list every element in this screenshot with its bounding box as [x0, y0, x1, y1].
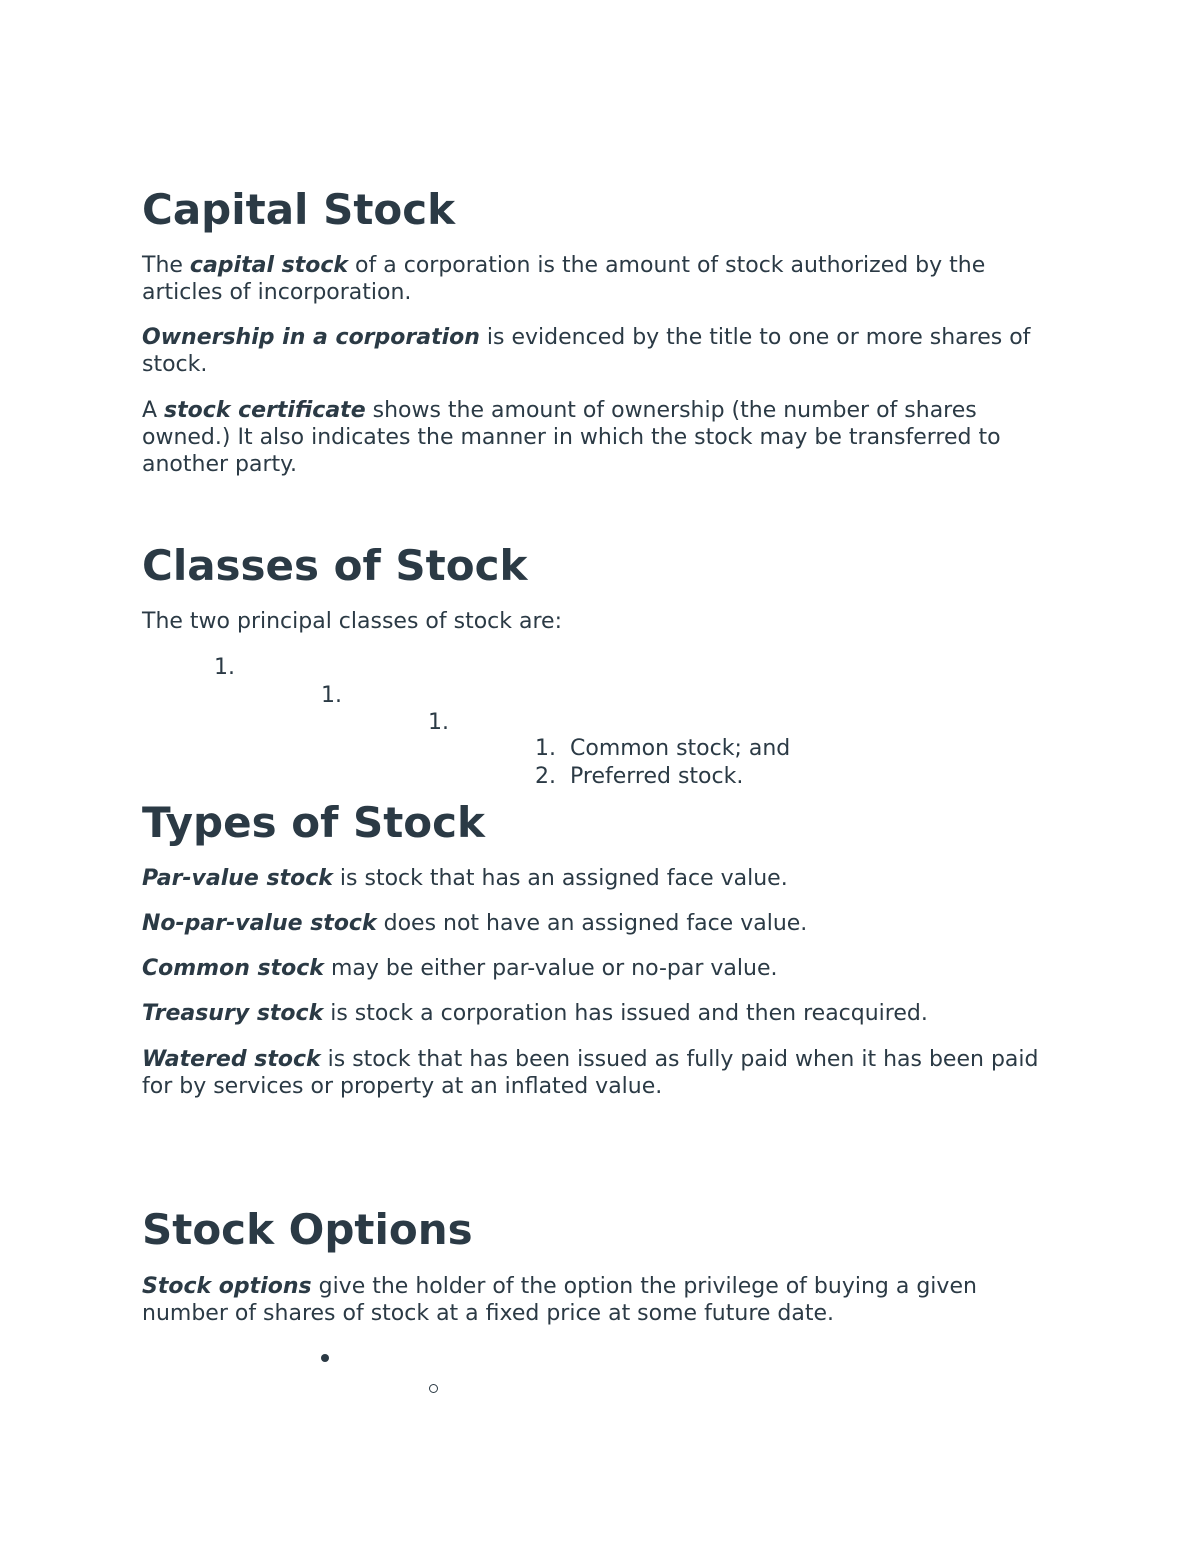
paragraph-no-par-value	[142, 910, 1062, 937]
list-item-common-stock: Common stock; and	[570, 736, 791, 761]
term-no-par-value: No-par-value stock	[142, 911, 377, 936]
list-item-preferred-stock: Preferred stock.	[570, 764, 744, 789]
text-run: give the holder of the option the privilege of buying a given number of shares of stock at a fixed price at some future date.	[142, 1274, 977, 1326]
list-marker-2: 2.	[535, 764, 556, 789]
paragraph-stock-options	[142, 1273, 1062, 1327]
term-watered-stock: Watered stock	[142, 1047, 321, 1072]
paragraph-treasury-stock	[142, 1000, 1062, 1027]
heading-classes-of-stock: Classes of Stock	[142, 541, 528, 590]
text-run: is stock that has been issued as fully paid when it has been paid for by services or property at an inflated value.	[142, 1047, 1039, 1099]
text-run: is stock a corporation has issued and then reacquired.	[323, 1001, 928, 1026]
paragraph-classes-intro: The two principal classes of stock are:	[142, 609, 562, 634]
heading-stock-options: Stock Options	[142, 1205, 473, 1254]
text-run: does not have an assigned face value.	[376, 911, 808, 936]
term-capital-stock: capital stock	[189, 253, 349, 278]
text-run: of a corporation is the amount of stock authorized by the articles of incorporation.	[142, 253, 986, 305]
paragraph-ownership	[142, 324, 1062, 378]
term-stock-options: Stock options	[142, 1274, 312, 1299]
text-run: A	[142, 398, 165, 423]
term-par-value: Par-value stock	[142, 866, 333, 891]
text-run: may be either par-value or no-par value.	[323, 956, 778, 981]
text-run: is stock that has an assigned face value.	[332, 866, 788, 891]
text-run: The	[142, 253, 190, 278]
list-marker-1: 1.	[535, 736, 556, 761]
empty-list-marker: 1.	[428, 710, 449, 735]
text-run: shows the amount of ownership (the number of shares owned.) It also indicates the manner in which the stock may be transferred to another party.	[142, 398, 1001, 477]
term-stock-certificate: stock certificate	[164, 398, 366, 423]
paragraph-stock-certificate	[142, 397, 1062, 478]
bullet-circle-icon	[429, 1384, 438, 1393]
empty-list-marker: 1.	[321, 683, 342, 708]
paragraph-common-stock	[142, 955, 1062, 982]
empty-list-marker: 1.	[214, 655, 235, 680]
paragraph-par-value	[142, 865, 1062, 892]
paragraph-watered-stock	[142, 1046, 1062, 1100]
paragraph-capital-stock-definition	[142, 252, 1062, 306]
term-common-stock: Common stock	[142, 956, 324, 981]
bullet-disc-icon	[321, 1354, 329, 1362]
heading-capital-stock: Capital Stock	[142, 185, 456, 234]
term-treasury-stock: Treasury stock	[142, 1001, 324, 1026]
heading-types-of-stock: Types of Stock	[142, 798, 485, 847]
text-run: is evidenced by the title to one or more shares of stock.	[142, 325, 1031, 377]
term-ownership: Ownership in a corporation	[142, 325, 480, 350]
